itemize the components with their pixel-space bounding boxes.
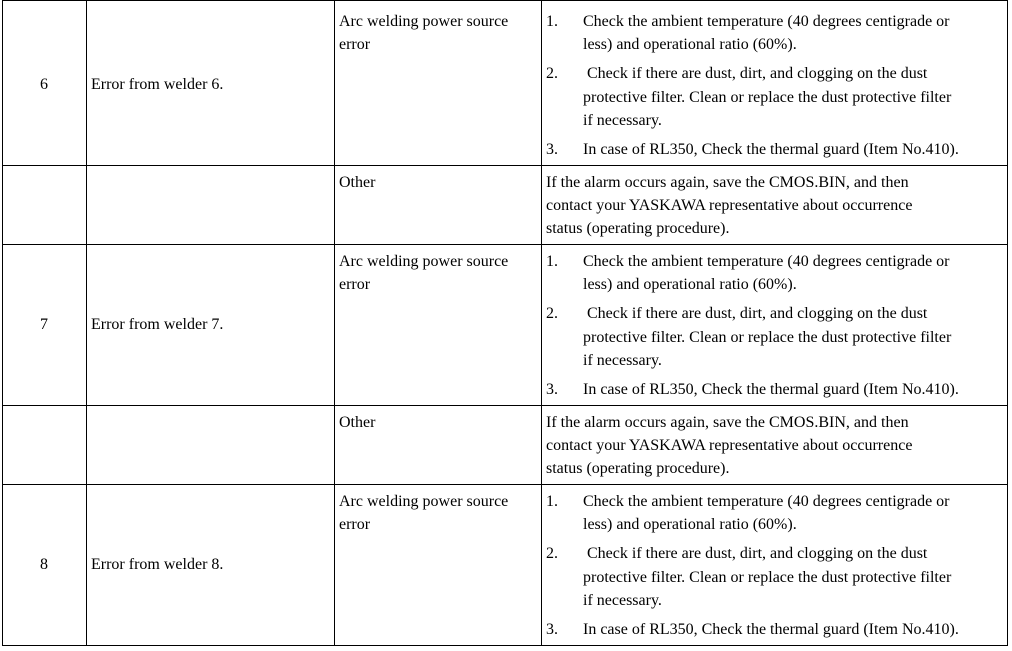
row-divider — [2, 405, 1008, 406]
row-divider — [2, 244, 1008, 245]
remedy-text: Check the ambient temperature (40 degrees centigrade or — [583, 13, 950, 30]
remedy-text: less) and operational ratio (60%). — [583, 36, 797, 53]
cause-text: error — [339, 516, 371, 533]
alarm-description: Error from welder 8. — [91, 556, 224, 573]
cause-text: Arc welding power source — [339, 13, 509, 30]
alarm-number: 8 — [40, 556, 48, 573]
remedy-number: 3. — [546, 381, 558, 398]
remedy-text: protective filter. Clean or replace the dust protective filter — [583, 89, 952, 106]
cause-text: error — [339, 36, 371, 53]
remedy-text: Check if there are dust, dirt, and clogging on the dust — [583, 305, 928, 322]
remedy-number: 3. — [546, 621, 558, 638]
cause-text: Arc welding power source — [339, 253, 509, 270]
alarm-number: 6 — [40, 76, 48, 93]
remedy-text: status (operating procedure). — [546, 460, 730, 477]
remedy-text: Check if there are dust, dirt, and clogging on the dust — [583, 545, 928, 562]
cause-text: Arc welding power source — [339, 493, 509, 510]
remedy-number: 1. — [546, 253, 558, 270]
table-border-left — [2, 0, 3, 646]
remedy-text: In case of RL350, Check the thermal guard (Item No.410). — [583, 381, 959, 398]
remedy-text: Check if there are dust, dirt, and clogging on the dust — [583, 65, 928, 82]
remedy-text: protective filter. Clean or replace the dust protective filter — [583, 569, 952, 586]
remedy-text: If the alarm occurs again, save the CMOS.BIN, and then — [546, 174, 909, 191]
column-divider — [86, 0, 87, 646]
remedy-text: Check the ambient temperature (40 degrees centigrade or — [583, 493, 950, 510]
remedy-text: if necessary. — [583, 352, 662, 369]
column-divider — [541, 0, 542, 646]
remedy-text: less) and operational ratio (60%). — [583, 276, 797, 293]
remedy-text: If the alarm occurs again, save the CMOS.BIN, and then — [546, 414, 909, 431]
remedy-text: if necessary. — [583, 592, 662, 609]
remedy-text: if necessary. — [583, 112, 662, 129]
cause-text: Other — [339, 414, 376, 431]
remedy-text: status (operating procedure). — [546, 220, 730, 237]
remedy-text: Check the ambient temperature (40 degrees centigrade or — [583, 253, 950, 270]
remedy-number: 2. — [546, 545, 558, 562]
alarm-description: Error from welder 7. — [91, 316, 224, 333]
column-divider — [334, 0, 335, 646]
remedy-number: 1. — [546, 13, 558, 30]
remedy-number: 2. — [546, 305, 558, 322]
remedy-number: 3. — [546, 141, 558, 158]
remedy-text: In case of RL350, Check the thermal guard (Item No.410). — [583, 621, 959, 638]
remedy-text: In case of RL350, Check the thermal guard (Item No.410). — [583, 141, 959, 158]
row-divider — [2, 484, 1008, 485]
remedy-text: protective filter. Clean or replace the dust protective filter — [583, 329, 952, 346]
table-border-right — [1007, 0, 1008, 646]
row-divider — [2, 0, 1008, 1]
cause-text: error — [339, 276, 371, 293]
remedy-text: contact your YASKAWA representative about occurrence — [546, 197, 913, 214]
table-border-bottom — [2, 645, 1008, 646]
alarm-description: Error from welder 6. — [91, 76, 224, 93]
remedy-number: 1. — [546, 493, 558, 510]
remedy-number: 2. — [546, 65, 558, 82]
cause-text: Other — [339, 174, 376, 191]
row-divider — [2, 165, 1008, 166]
remedy-text: contact your YASKAWA representative about occurrence — [546, 437, 913, 454]
alarm-number: 7 — [40, 316, 48, 333]
remedy-text: less) and operational ratio (60%). — [583, 516, 797, 533]
